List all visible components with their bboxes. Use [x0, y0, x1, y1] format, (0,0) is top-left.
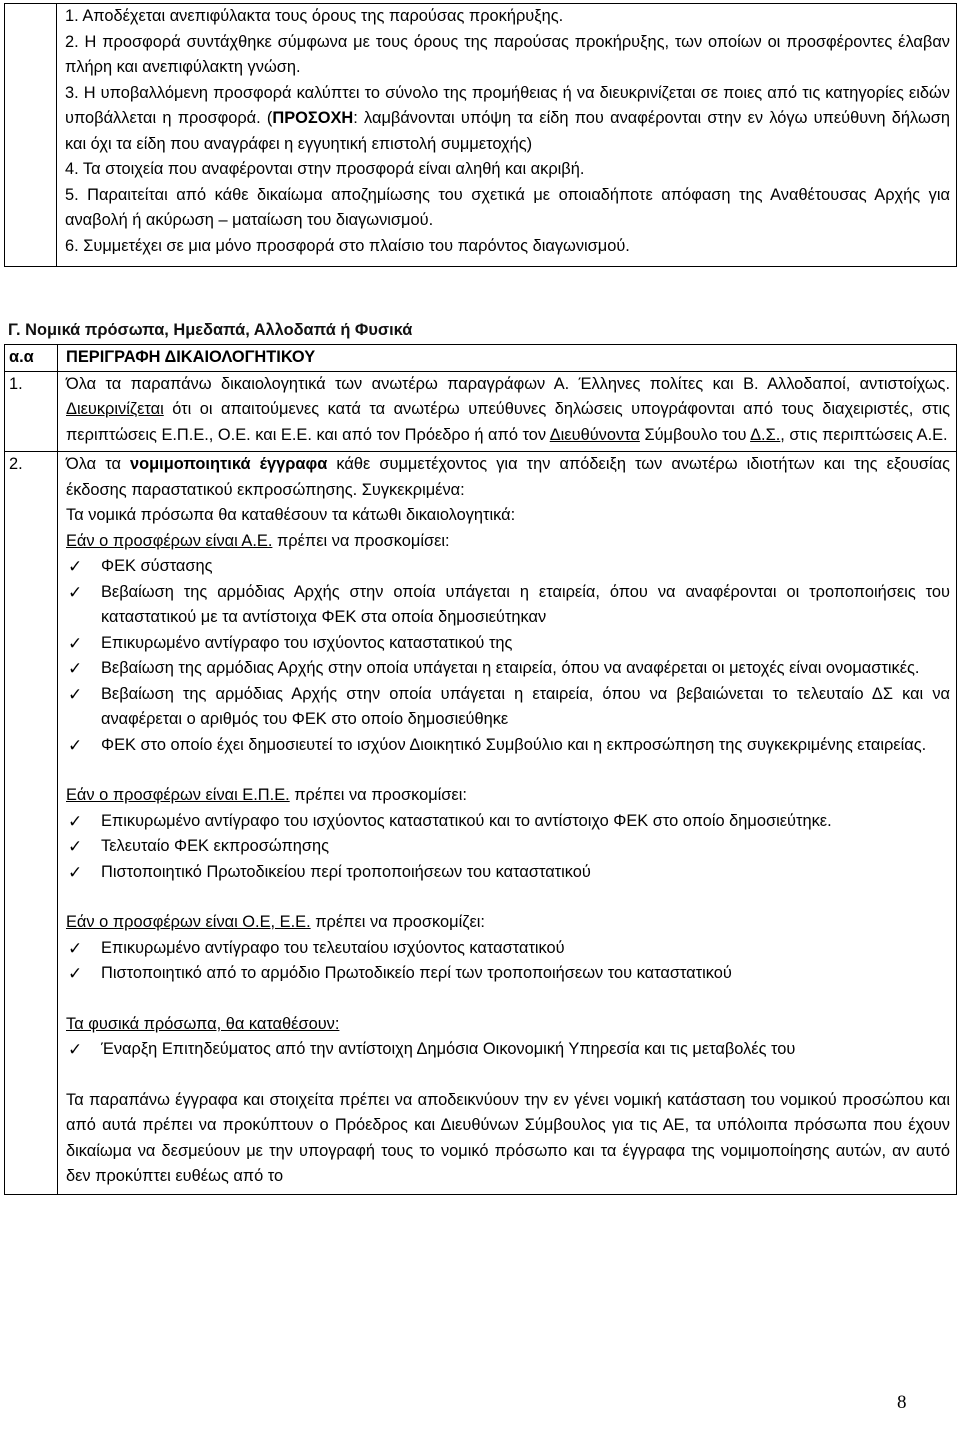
oe-subheading: Εάν ο προσφέρων είναι Ο.Ε, Ε.Ε. πρέπει να προσκομίζει: — [66, 913, 485, 931]
checkmark-icon: ✓ — [68, 735, 83, 755]
checklist-item-text: Βεβαίωση της αρμόδιας Αρχής στην οποία υπάγεται η εταιρεία, όπου να αναφέρεται οι μετοχές είναι ονομαστικές. — [101, 659, 920, 677]
checklist-item — [66, 682, 950, 733]
checkmark-icon: ✓ — [68, 811, 83, 831]
checklist-item-text: Βεβαίωση της αρμόδιας Αρχής στην οποία υπάγεται η εταιρεία, όπου να αναφέρονται οι τροποποιήσεις του καταστατικού με τα αντίστοιχα ΦΕΚ στα οποία δημοσιεύτηκαν — [101, 582, 950, 626]
checklist-item — [66, 656, 950, 682]
ae-checklist — [66, 554, 950, 758]
table-row — [5, 371, 957, 452]
checklist-item-text: ΦΕΚ στο οποίο έχει δημοσιευτεί το ισχύον Διοικητικό Συμβούλιο και η εκπροσώπηση της συγκεκριμένης εταιρείας. — [101, 735, 927, 754]
declaration-item-2: 2. Η προσφορά συντάχθηκε σύμφωνα με τους όρους της παρούσας προκήρυξης, των οποίων οι προσφέροντες έλαβαν πλήρη και ανεπιφύλακτη γνώση. — [65, 32, 950, 76]
checklist-item-text: Επικυρωμένο αντίγραφο του ισχύοντος καταστατικού και το αντίστοιχο ΦΕΚ στο οποίο δημοσιεύτηκε. — [101, 811, 832, 830]
oe-checklist — [66, 936, 950, 987]
legal-persons-intro: Τα νομικά πρόσωπα θα καταθέσουν τα κάτωθι δικαιολογητικά: — [66, 506, 516, 524]
checklist-item — [66, 809, 950, 835]
page-number: 8 — [897, 1392, 907, 1413]
declaration-item-5: 5. Παραιτείται από κάθε δικαίωμα αποζημίωσης του σχετικά με οποιαδήποτε απόφαση της Αναθέτουσας Αρχής για αναβολή ή ακύρωση – ματαίωση του διαγωνισμού. — [65, 185, 950, 229]
checkmark-icon: ✓ — [68, 837, 83, 856]
checklist-item — [66, 733, 950, 759]
checklist-item — [66, 860, 950, 886]
row-number: 2. — [5, 452, 58, 1195]
epe-checklist — [66, 809, 950, 886]
checkmark-icon: ✓ — [68, 659, 83, 678]
row-description — [58, 371, 957, 452]
checkmark-icon: ✓ — [68, 582, 83, 602]
checklist-item — [66, 961, 950, 987]
checklist-item — [66, 554, 950, 580]
table-row — [5, 452, 957, 1195]
checkmark-icon: ✓ — [68, 1040, 83, 1059]
checklist-item — [66, 580, 950, 631]
documents-table — [4, 344, 957, 1195]
header-description: ΠΕΡΙΓΡΑΦΗ ΔΙΚΑΙΟΛΟΓΗΤΙΚΟΥ — [58, 345, 957, 372]
checklist-item-text: Επικυρωμένο αντίγραφο του ισχύοντος καταστατικού της — [101, 633, 513, 652]
checklist-item-text: Επικυρωμένο αντίγραφο του τελευταίου ισχύοντος καταστατικού — [101, 938, 565, 957]
checkmark-icon: ✓ — [68, 633, 83, 653]
header-index: α.α — [5, 345, 58, 372]
natural-persons-subheading: Τα φυσικά πρόσωπα, θα καταθέσουν: — [66, 1014, 340, 1033]
checkmark-icon: ✓ — [68, 862, 83, 882]
row2-lead: Όλα τα νομιμοποιητικά έγγραφα κάθε συμμετέχοντος για την απόδειξη των ανωτέρω ιδιοτήτων και της εξουσίας έκδοσης παραστατικού εκπροσώπησης. Συγκεκριμένα: — [66, 455, 951, 499]
section-heading: Γ. Νομικά πρόσωπα, Ημεδαπά, Αλλοδαπά ή Φυσικά — [8, 321, 413, 339]
row-number: 1. — [5, 371, 58, 452]
checklist-item-text: ΦΕΚ σύστασης — [101, 557, 213, 575]
checkmark-icon: ✓ — [68, 938, 83, 958]
checklist-item — [66, 631, 950, 657]
declaration-item-1: 1. Αποδέχεται ανεπιφύλακτα τους όρους της παρούσας προκήρυξης. — [65, 7, 564, 25]
checklist-item-text: Τελευταίο ΦΕΚ εκπροσώπησης — [101, 837, 329, 855]
declaration-text-cell — [57, 4, 957, 267]
declaration-item-4: 4. Τα στοιχεία που αναφέρονται στην προσφορά είναι αληθή και ακριβή. — [65, 160, 585, 178]
checklist-item-text: Βεβαίωση της αρμόδιας Αρχής στην οποία υπάγεται η εταιρεία, όπου να βεβαιώνεται το τελευταίο ΔΣ και να αναφέρεται ο αριθμός του ΦΕΚ στο οποίο δημοσιεύθηκε — [101, 684, 950, 728]
ae-subheading: Εάν ο προσφέρων είναι Α.Ε. πρέπει να προσκομίσει: — [66, 531, 450, 550]
checkmark-icon: ✓ — [68, 557, 83, 576]
checklist-item-text: Πιστοποιητικό Πρωτοδικείου περί τροποποιήσεων του καταστατικού — [101, 862, 591, 881]
closing-paragraph: Τα παραπάνω έγγραφα και στοιχείτα πρέπει να αποδεικνύουν την εν γένει νομική κατάσταση του νομικού προσώπου και από αυτά πρέπει να προκύπτουν ο Πρόεδρος και Διευθύνων Σύμβουλος για τις ΑΕ, τα υπόλοιπα πρόσωπα που έχουν δικαίωμα να δεσμεύουν με την υπογραφή τους το νομικό πρόσωπο και τα έγγραφα της νομιμοποίησης αυτών, αν αυτό δεν προκύπτει ευθέως από το — [66, 1090, 950, 1185]
attention-label: ΠΡΟΣΟΧΗ — [272, 109, 354, 127]
row1-text: Όλα τα παραπάνω δικαιολογητικά των ανωτέρω παραγράφων Α. Έλληνες πολίτες και Β. Αλλοδαποί, αντιστοίχως. Διευκρινίζεται ότι οι απαιτούμενες κατά τα ανωτέρω υπεύθυνες δηλώσεις υπογράφονται από τους διαχειριστές, στις περιπτώσεις Ε.Π.Ε., Ο.Ε. και Ε.Ε. και από τον Πρόεδρο ή από τον Διευθύνοντα Σύμβουλο του Δ.Σ., στις περιπτώσεις Α.Ε. — [66, 374, 950, 444]
declaration-item-6: 6. Συμμετέχει σε μια μόνο προσφορά στο πλαίσιο του παρόντος διαγωνισμού. — [65, 236, 630, 255]
checklist-item-text: Έναρξη Επιτηδεύματος από την αντίστοιχη Δημόσια Οικονομική Υπηρεσία και τις μεταβολές του — [101, 1040, 796, 1058]
checklist-item — [66, 1037, 950, 1063]
row-description — [58, 452, 957, 1195]
checkmark-icon: ✓ — [68, 964, 83, 983]
empty-number-cell — [5, 4, 57, 267]
checklist-item — [66, 936, 950, 962]
epe-subheading: Εάν ο προσφέρων είναι Ε.Π.Ε. πρέπει να προσκομίσει: — [66, 786, 467, 804]
checklist-item — [66, 834, 950, 860]
declaration-continuation-table — [4, 3, 957, 267]
natural-persons-checklist — [66, 1037, 950, 1063]
table-header-row — [5, 345, 957, 372]
declaration-item-3: 3. Η υποβαλλόμενη προσφορά καλύπτει το σύνολο της προμήθειας ή να διευκρινίζεται σε ποιες από τις κατηγορίες ειδών υποβάλλεται η προσφορά. (ΠΡΟΣΟΧΗ: λαμβάνονται υπόψη τα είδη που αναφέρονται στην εν λόγω υπεύθυνη δήλωση και όχι τα είδη που αναγράφει η εγγυητική επιστολή συμμετοχής) — [65, 83, 950, 153]
checkmark-icon: ✓ — [68, 684, 83, 704]
checklist-item-text: Πιστοποιητικό από το αρμόδιο Πρωτοδικείο περί των τροποποιήσεων του καταστατικού — [101, 964, 732, 982]
